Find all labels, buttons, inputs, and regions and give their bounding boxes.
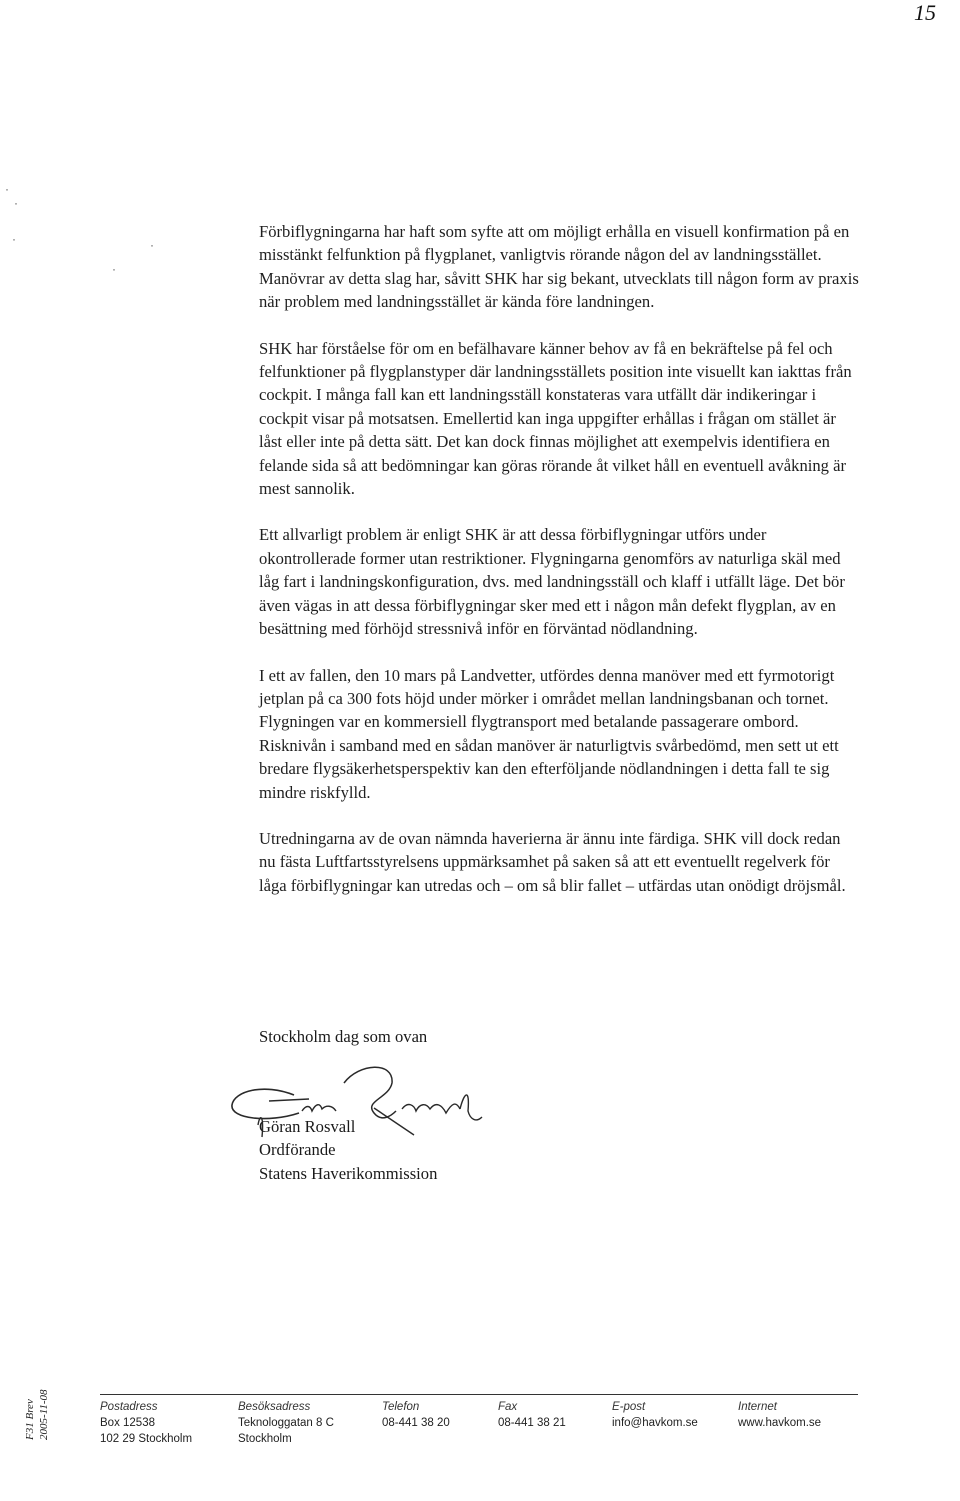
footer-phone xyxy=(382,1399,450,1431)
footer-web xyxy=(738,1399,821,1431)
footer-postal-line1: Box 12538 xyxy=(100,1417,155,1429)
scan-speck: · xyxy=(14,196,18,210)
footer-phone-value: 08-441 38 20 xyxy=(382,1417,450,1429)
scan-speck: · xyxy=(150,238,154,252)
footer-phone-label: Telefon xyxy=(382,1401,420,1413)
scan-speck: · xyxy=(112,262,116,276)
footer-web-value[interactable]: www.havkom.se xyxy=(738,1417,822,1429)
footer-email-value[interactable]: info@havkom.se xyxy=(612,1417,698,1429)
closing-greeting: Stockholm dag som ovan xyxy=(259,1027,428,1046)
footer-postal xyxy=(100,1399,192,1447)
form-code-name: F31 Brev xyxy=(24,1399,36,1440)
footer-email xyxy=(612,1399,698,1431)
form-code xyxy=(22,1370,82,1450)
signatory-organization: Statens Haverikommission xyxy=(259,1163,438,1183)
paragraph: SHK har förståelse för om en befälhavare känner behov av få en bekräftelse på fel och felfunktioner på flygplanstyper där landningsställets position inte visuellt kan iakttas från cockpit. I många fall kan ett landningsställ konstateras vara utfällt där indikeringar i cockpit visar på motsatsen. Emellertid kan inga uppgifter erhållas i frågan om stället är låst eller inte på detta sätt. Det kan dock finnas möjlighet att exempelvis identifiera en felande sida så att bedömningar kan göras rörande åt vilket håll en eventuell avåkning är mest sannolik. xyxy=(259,338,852,499)
footer-web-label: Internet xyxy=(738,1401,777,1413)
footer-postal-label: Postadress xyxy=(100,1401,158,1413)
footer-email-label: E-post xyxy=(612,1401,646,1413)
paragraph: Förbiflygningarna har haft som syfte att om möjligt erhålla en visuell konfirmation på en misstänkt felfunktion på flygplanet, vanligtvis rörande någon del av landningsstället. Manövrar av detta slag har, såvitt SHK har sig bekant, utvecklats till någon form av praxis när problem med landningsstället är kända före landningen. xyxy=(259,222,859,312)
footer-fax-value: 08-441 38 21 xyxy=(498,1417,566,1429)
letterhead-footer xyxy=(100,1394,858,1445)
scan-speck: · xyxy=(12,232,16,246)
footer-fax-label: Fax xyxy=(498,1401,518,1413)
footer-visit-line2: Stockholm xyxy=(238,1433,292,1445)
footer-visit-label: Besöksadress xyxy=(238,1401,311,1413)
paragraph: I ett av fallen, den 10 mars på Landvetter, utfördes denna manöver med ett fyrmotorigt jetplan på ca 300 fots höjd under mörker i området mellan landningsbanan och tornet. Flygningen var en kommersiell flygtransport med betalande passagerare ombord. Risknivån i samband med en sådan manöver är naturligtvis svårbedömd, men sett ut ett bredare flygsäkerhetsperspektiv kan den efterföljande nödlandningen i detta fall te sig mindre riskfylld. xyxy=(259,665,839,802)
footer-visit-line1: Teknologgatan 8 C xyxy=(238,1417,334,1429)
footer-postal-line2: 102 29 Stockholm xyxy=(100,1433,193,1445)
scan-speck: · xyxy=(5,182,9,196)
paragraph: Ett allvarligt problem är enligt SHK är att dessa förbiflygningar utförs under okontrollerade former utan restriktioner. Flygningarna genomförs av naturliga skäl med låg fart i landningskonfiguration, dvs. med landningsställ och klaff i utfällt läge. Det bör även vägas in att dessa förbiflygningar sker med ett i någon mån defekt flygplan, av en besättning med förhöjd stressnivå inför en förväntad nödlandning. xyxy=(259,525,845,639)
footer-visit xyxy=(238,1399,334,1447)
form-code-date: 2005-11-08 xyxy=(38,1389,50,1440)
signature-block xyxy=(259,1025,859,1183)
signatory-name: Göran Rosvall xyxy=(259,1117,356,1136)
footer-fax xyxy=(498,1399,566,1431)
paragraph: Utredningarna av de ovan nämnda haverierna är ännu inte färdiga. SHK vill dock redan nu fästa Luftfartsstyrelsens uppmärksamhet på saken så att ett eventuellt regelverk för låga förbiflygningar kan utredas och – om så blir fallet – utfärdas utan onödigt dröjsmål. xyxy=(259,828,846,895)
letter-body xyxy=(259,220,859,920)
page-number: 15 xyxy=(914,0,936,25)
signatory-title: Ordförande xyxy=(259,1140,336,1160)
